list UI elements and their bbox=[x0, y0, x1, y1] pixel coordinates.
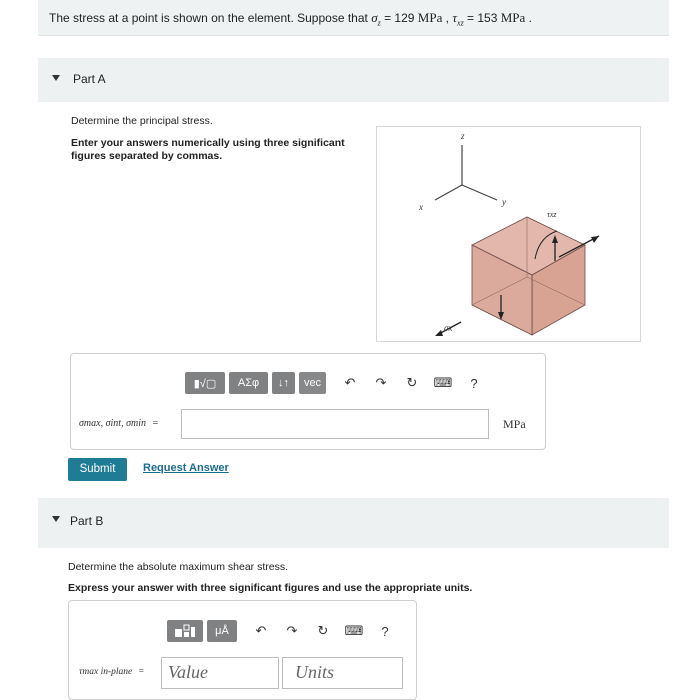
part-b-label: Part B bbox=[70, 514, 104, 528]
tau-symbol: τ bbox=[452, 10, 458, 25]
part-b-bold-instruction: Express your answer with three significant figures and use the appropriate units. bbox=[68, 582, 473, 594]
redo-icon[interactable]: ↷ bbox=[375, 375, 387, 390]
submit-button[interactable]: Submit bbox=[68, 458, 127, 481]
collapse-triangle-icon[interactable] bbox=[52, 516, 60, 522]
sigma-label: σx bbox=[444, 323, 453, 333]
value-input[interactable]: Value bbox=[161, 657, 279, 689]
collapse-triangle-icon[interactable] bbox=[52, 75, 60, 81]
sigma-unit: MPa bbox=[417, 10, 443, 25]
answer-label-text: τmax in-plane bbox=[79, 667, 133, 677]
sigma-value: = 129 bbox=[380, 11, 418, 25]
part-a-label: Part A bbox=[73, 72, 106, 86]
template-button[interactable] bbox=[167, 620, 203, 642]
equals-sign: = bbox=[152, 418, 159, 429]
part-b-toolbar bbox=[167, 618, 406, 644]
x-axis-label: x bbox=[419, 202, 423, 212]
units-button[interactable]: μÅ bbox=[207, 620, 237, 642]
part-b-answer-box bbox=[68, 600, 417, 700]
redo-icon[interactable]: ↷ bbox=[286, 623, 298, 638]
keyboard-icon[interactable]: ⌨ bbox=[433, 375, 453, 390]
reset-icon[interactable]: ↻ bbox=[317, 623, 329, 638]
request-answer-link[interactable]: Request Answer bbox=[143, 462, 229, 474]
tau-label: τxz bbox=[547, 210, 557, 219]
undo-icon[interactable]: ↶ bbox=[255, 623, 267, 638]
problem-text: The stress at a point is shown on the element. Suppose that bbox=[49, 11, 368, 25]
units-label: MPa bbox=[503, 417, 526, 431]
part-b-instruction: Determine the absolute maximum shear stress. bbox=[68, 561, 289, 573]
stress-element-figure bbox=[376, 126, 641, 342]
sigma-symbol: σ bbox=[371, 10, 378, 25]
principal-stress-input[interactable] bbox=[181, 409, 489, 439]
template-icon bbox=[173, 623, 197, 639]
greek-symbols-button[interactable]: ΑΣφ bbox=[229, 372, 268, 394]
part-b-header[interactable] bbox=[38, 498, 669, 548]
keyboard-icon[interactable]: ⌨ bbox=[344, 623, 364, 638]
answer-label bbox=[79, 418, 158, 429]
problem-statement bbox=[38, 0, 669, 36]
part-a-bold-instruction-1: Enter your answers numerically using three significant bbox=[71, 137, 345, 149]
vector-button[interactable]: vec bbox=[299, 372, 326, 394]
problem-end: . bbox=[525, 11, 532, 25]
units-input[interactable]: Units bbox=[282, 657, 403, 689]
part-a-toolbar bbox=[185, 370, 495, 396]
stress-element-diagram bbox=[377, 127, 642, 343]
part-a-header[interactable] bbox=[38, 58, 669, 102]
reset-icon[interactable]: ↻ bbox=[406, 375, 418, 390]
answer-label-text: σmax, σint, σmin bbox=[79, 418, 147, 429]
z-axis-label: z bbox=[461, 131, 465, 141]
part-a-answer-box bbox=[70, 353, 546, 450]
tau-unit: MPa bbox=[500, 10, 526, 25]
help-button[interactable]: ? bbox=[381, 623, 389, 639]
undo-icon[interactable]: ↶ bbox=[344, 375, 356, 390]
sigma-subscript: z bbox=[377, 18, 381, 28]
part-a-instruction: Determine the principal stress. bbox=[71, 115, 213, 127]
equals-sign: = bbox=[138, 667, 144, 677]
part-a-bold-instruction-2: figures separated by commas. bbox=[71, 150, 223, 162]
matrix-template-button[interactable]: ▮√▢ bbox=[185, 372, 225, 394]
answer-label bbox=[79, 667, 144, 677]
help-button[interactable]: ? bbox=[470, 375, 478, 391]
tau-value: = 153 bbox=[463, 11, 501, 25]
separator: , bbox=[442, 11, 453, 25]
tau-subscript: xz bbox=[457, 18, 464, 28]
subscript-button[interactable]: ↓↑ bbox=[272, 372, 295, 394]
y-axis-label: y bbox=[502, 197, 506, 207]
